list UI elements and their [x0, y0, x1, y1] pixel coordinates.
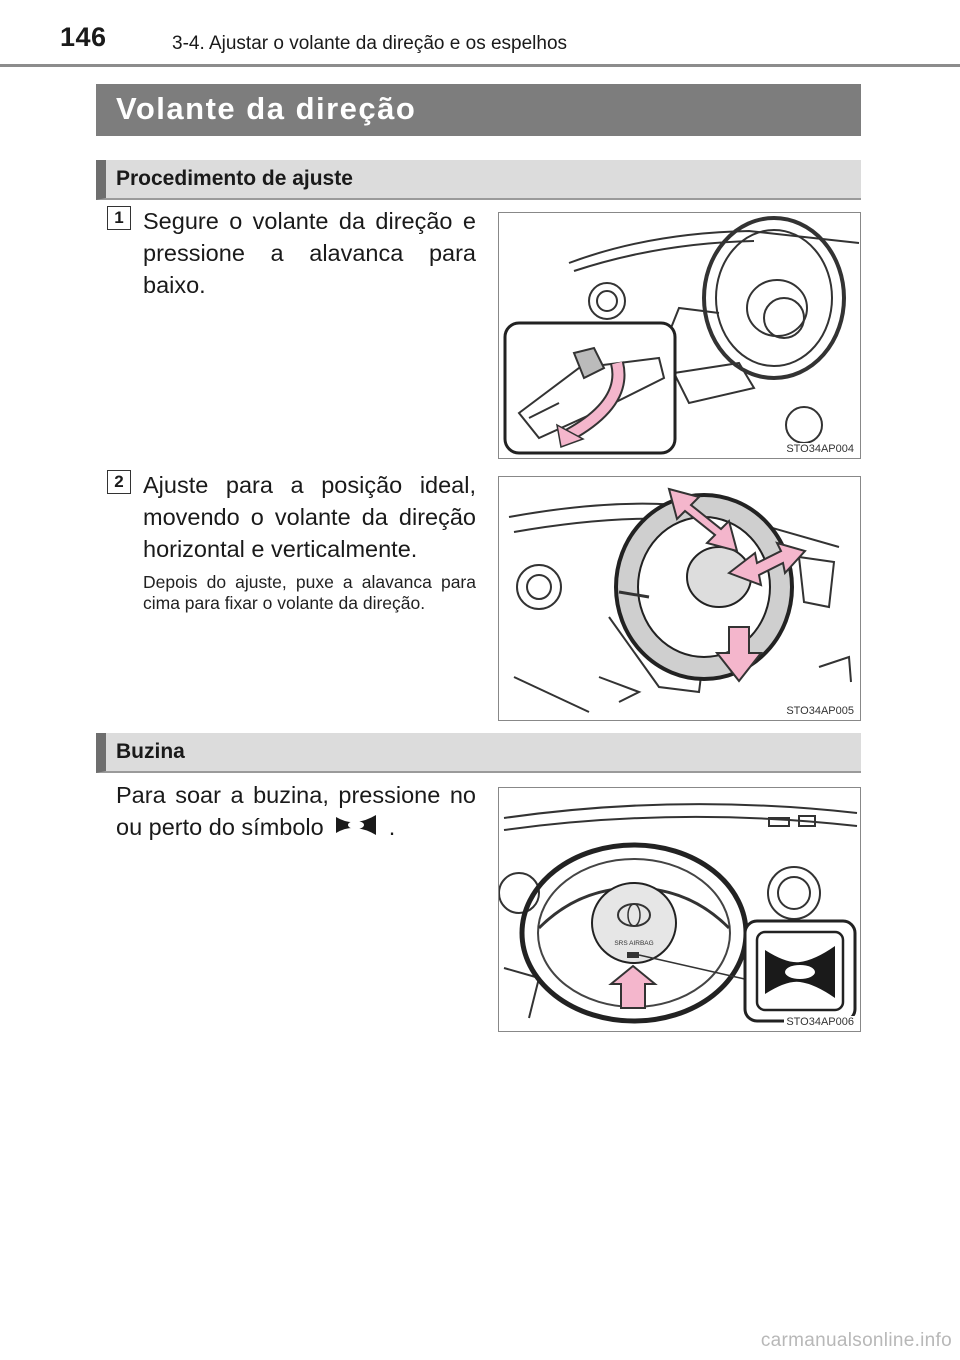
step-badge-1: 1 — [107, 206, 131, 230]
airbag-label: SRS AIRBAG — [614, 940, 654, 947]
step-badge-2: 2 — [107, 470, 131, 494]
figure-code-1: STO34AP004 — [786, 443, 854, 455]
figure-horn — [498, 787, 861, 1032]
header-divider — [0, 64, 960, 67]
section-heading-adjust: Procedimento de ajuste — [96, 160, 861, 200]
page-number: 146 — [60, 22, 107, 52]
figure-code-2: STO34AP005 — [786, 705, 854, 717]
section-path: 3-4. Ajustar o volante da direção e os espelhos — [172, 33, 568, 54]
figure-steering-lever — [498, 212, 861, 459]
horn-icon — [334, 811, 378, 847]
horn-text-after: . — [388, 814, 396, 841]
step-2-note: Depois do ajuste, puxe a alavanca para cima para fixar o volante da direção. — [143, 572, 476, 613]
watermark: carmanualsonline.info — [760, 1330, 952, 1351]
horn-illustration — [499, 788, 861, 1032]
page-header — [0, 0, 960, 70]
section-heading-horn: Buzina — [96, 733, 861, 773]
horn-instruction — [116, 779, 476, 847]
steering-adjust-illustration — [499, 477, 861, 721]
step-2-text: Ajuste para a posição ideal, movendo o volante da direção horizontal e verticalmente. — [143, 472, 476, 562]
page-title: Volante da direção — [96, 84, 861, 136]
figure-steering-adjust — [498, 476, 861, 721]
horn-text-before: Para soar a buzina, pressione no ou perto do símbolo — [116, 782, 476, 841]
figure-code-3: STO34AP006 — [786, 1016, 854, 1028]
steering-lever-illustration — [499, 213, 861, 459]
step-1-text: Segure o volante da direção e pressione a alavanca para baixo. — [143, 208, 476, 298]
